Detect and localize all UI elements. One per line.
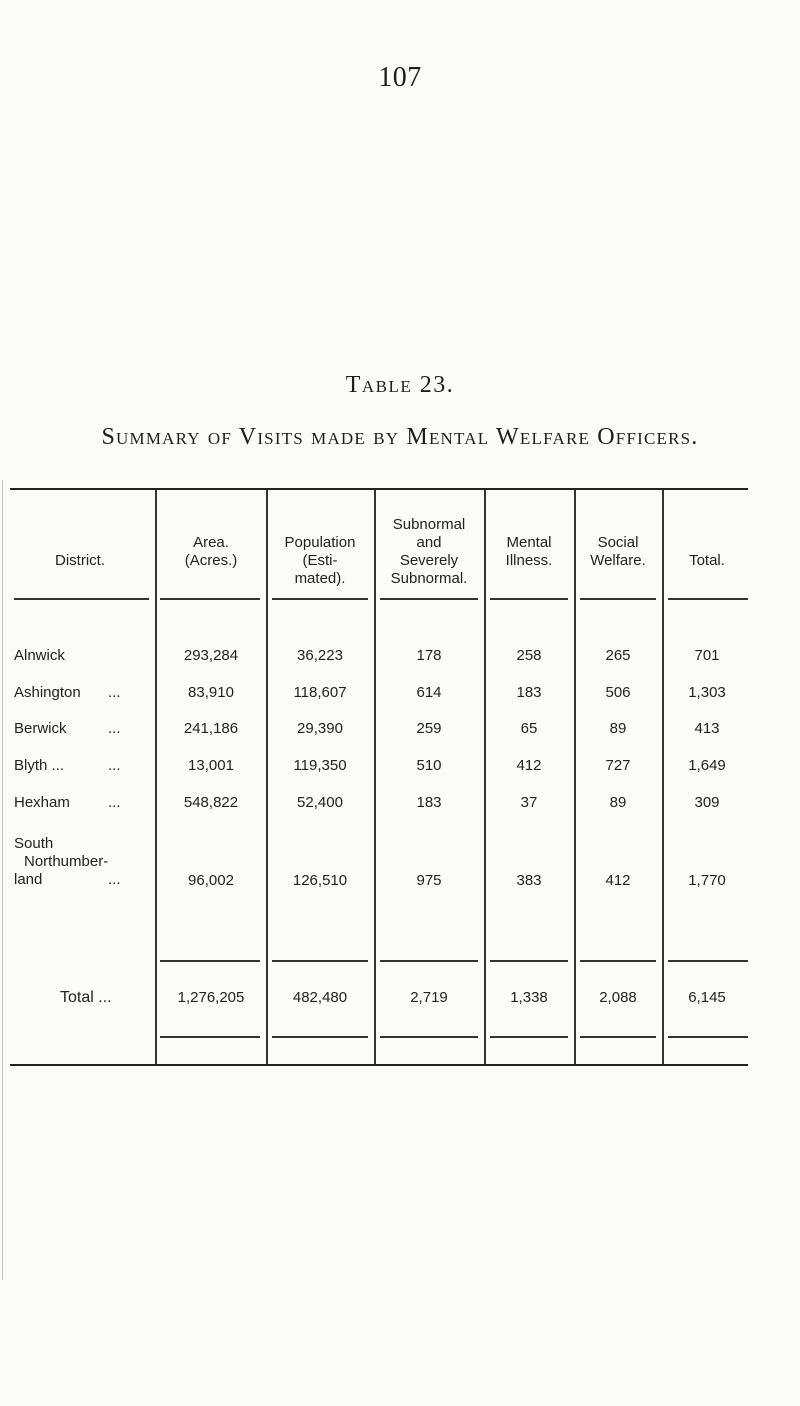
leader-dots: ...: [108, 871, 121, 888]
total-rule-lower: [272, 1036, 368, 1038]
subnormal-cell: 259: [416, 720, 442, 737]
leader-dots: ...: [108, 684, 121, 701]
total-rule-upper: [380, 960, 478, 962]
total-rule-lower: [668, 1036, 748, 1038]
subnormal-cell: 510: [416, 757, 442, 774]
header-total: Total.: [689, 552, 725, 569]
total-cell: 413: [694, 720, 720, 737]
mental-illness-cell: 183: [516, 684, 542, 701]
header-mental-illness: Mental Illness.: [505, 534, 553, 569]
population-cell: 52,400: [297, 794, 343, 811]
area-cell: 241,186: [183, 720, 239, 737]
district-name-line: land: [14, 871, 43, 888]
table-bottom-rule: [10, 1064, 748, 1066]
header-subnormal: Subnormal and Severely Subnormal.: [390, 516, 468, 587]
total-rule-lower: [380, 1036, 478, 1038]
subnormal-cell: 178: [416, 647, 442, 664]
column-divider: [662, 490, 664, 1064]
column-divider: [484, 490, 486, 1064]
page-number: 107: [378, 62, 422, 93]
district-name-line: Northumber-: [24, 853, 109, 870]
district-name: Berwick: [14, 720, 67, 737]
mental-illness-cell: 65: [520, 720, 538, 737]
district-name: Blyth ...: [14, 757, 65, 774]
mental-illness-cell: 258: [516, 647, 542, 664]
social-welfare-cell: 727: [605, 757, 631, 774]
total-rule-lower: [490, 1036, 568, 1038]
header-rule: [380, 598, 478, 600]
social-welfare-cell: 265: [605, 647, 631, 664]
page-edge-shadow: [2, 480, 3, 1280]
population-cell: 36,223: [297, 647, 343, 664]
total-cell: 1,770: [688, 872, 726, 889]
header-rule: [160, 598, 260, 600]
total-rule-lower: [160, 1036, 260, 1038]
column-divider: [574, 490, 576, 1064]
header-district: District.: [55, 552, 105, 569]
leader-dots: ...: [108, 757, 121, 774]
table-title: Table 23.: [345, 372, 455, 398]
header-rule: [14, 598, 149, 600]
total-cell: 309: [694, 794, 720, 811]
total-population-cell: 482,480: [292, 989, 348, 1006]
district-name: Ashington: [14, 684, 81, 701]
table-subtitle: Summary of Visits made by Mental Welfare Officers.: [101, 424, 699, 450]
total-mental-illness-cell: 1,338: [510, 989, 548, 1006]
header-rule: [668, 598, 748, 600]
total-rule-lower: [580, 1036, 656, 1038]
population-cell: 126,510: [292, 872, 348, 889]
grand-total-cell: 6,145: [688, 989, 726, 1006]
area-cell: 13,001: [188, 757, 234, 774]
total-rule-upper: [160, 960, 260, 962]
social-welfare-cell: 506: [605, 684, 631, 701]
total-rule-upper: [580, 960, 656, 962]
total-rule-upper: [668, 960, 748, 962]
mental-illness-cell: 383: [516, 872, 542, 889]
subnormal-cell: 975: [416, 872, 442, 889]
total-rule-upper: [490, 960, 568, 962]
mental-illness-cell: 412: [516, 757, 542, 774]
header-rule: [580, 598, 656, 600]
header-social-welfare: Social Welfare.: [590, 534, 646, 569]
total-social-welfare-cell: 2,088: [599, 989, 637, 1006]
total-cell: 701: [694, 647, 720, 664]
population-cell: 118,607: [293, 684, 347, 701]
social-welfare-cell: 89: [609, 720, 627, 737]
area-cell: 548,822: [183, 794, 239, 811]
total-cell: 1,303: [688, 684, 726, 701]
column-divider: [155, 490, 157, 1064]
subnormal-cell: 183: [416, 794, 442, 811]
table-top-rule: [10, 488, 748, 490]
district-name: Hexham: [14, 794, 70, 811]
total-rule-upper: [272, 960, 368, 962]
mental-illness-cell: 37: [520, 794, 538, 811]
social-welfare-cell: 412: [605, 872, 631, 889]
header-population: Population (Esti- mated).: [284, 534, 356, 587]
header-rule: [272, 598, 368, 600]
population-cell: 29,390: [297, 720, 343, 737]
total-cell: 1,649: [688, 757, 726, 774]
total-subnormal-cell: 2,719: [410, 989, 448, 1006]
area-cell: 293,284: [183, 647, 239, 664]
leader-dots: ...: [108, 794, 121, 811]
total-area-cell: 1,276,205: [177, 989, 245, 1006]
total-label: Total ...: [60, 989, 112, 1006]
header-rule: [490, 598, 568, 600]
subnormal-cell: 614: [416, 684, 442, 701]
population-cell: 119,350: [293, 757, 347, 774]
district-name: Alnwick: [14, 647, 65, 664]
area-cell: 96,002: [188, 872, 234, 889]
district-name-line: South: [14, 835, 54, 852]
social-welfare-cell: 89: [609, 794, 627, 811]
area-cell: 83,910: [188, 684, 234, 701]
leader-dots: ...: [108, 720, 121, 737]
header-area: Area. (Acres.): [184, 534, 238, 569]
